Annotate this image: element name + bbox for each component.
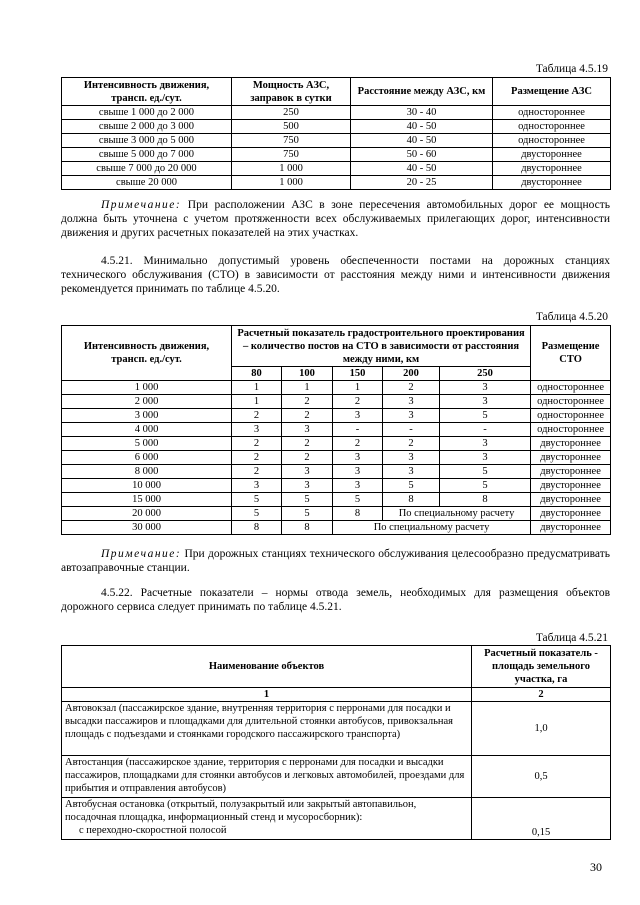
- table-cell: одностороннее: [493, 134, 611, 148]
- distance-header: 250: [440, 367, 531, 381]
- table-cell: -: [440, 423, 531, 437]
- table-cell: 0,5: [472, 756, 611, 798]
- table-cell: 1: [232, 381, 282, 395]
- table-cell: 0,15: [472, 798, 611, 840]
- table-cell: 5: [440, 479, 531, 493]
- table-row: [62, 409, 611, 423]
- table-row: [62, 437, 611, 451]
- table-cell: 40 - 50: [351, 162, 493, 176]
- table-cell: Автовокзал (пассажирское здание, внутренняя территория с перронами для посадки и высадки пассажиров и площадками для длительной стоянки автобусов, привокзальная площадь с подъездами и стоянками городского пассажирского транспорта): [62, 702, 472, 756]
- table-cell: -: [383, 423, 440, 437]
- table-cell: 8: [282, 521, 333, 535]
- distance-header: 150: [333, 367, 383, 381]
- table-cell: двустороннее: [531, 521, 611, 535]
- table-row: [62, 479, 611, 493]
- table-row: [62, 521, 611, 535]
- header-cell: Интенсивность движения, трансп. ед./сут.: [62, 326, 232, 381]
- paragraph-text: 4.5.21. Минимально допустимый уровень обеспеченности постами на дорожных станциях технического обслуживания (СТО) в зависимости от расстояния между ними и интенсивности движения рекомендуется принимать по таблице 4.5.20.: [61, 255, 610, 295]
- table-cell: свыше 7 000 до 20 000: [62, 162, 232, 176]
- table-cell: 750: [232, 148, 351, 162]
- table-cell: двустороннее: [531, 493, 611, 507]
- table-cell: 2: [232, 451, 282, 465]
- table-cell: 3: [440, 437, 531, 451]
- table-cell: -: [333, 423, 383, 437]
- table-cell: 3 000: [62, 409, 232, 423]
- table-row: [62, 148, 611, 162]
- table-row: [62, 465, 611, 479]
- table-cell: одностороннее: [531, 409, 611, 423]
- table-cell: 3: [282, 423, 333, 437]
- table-cell: 40 - 50: [351, 120, 493, 134]
- table-cell: 1,0: [472, 702, 611, 756]
- table-cell: 3: [282, 465, 333, 479]
- table-cell: 2: [282, 451, 333, 465]
- table-cell: 50 - 60: [351, 148, 493, 162]
- table-cell: 20 - 25: [351, 176, 493, 190]
- table-row: [62, 423, 611, 437]
- table-cell: двустороннее: [493, 148, 611, 162]
- table-cell: 1: [282, 381, 333, 395]
- header-cell: Интенсивность движения, трансп. ед./сут.: [62, 78, 232, 106]
- note-label: Примечание:: [101, 548, 182, 560]
- table-cell: 5 000: [62, 437, 232, 451]
- table-cell: свыше 5 000 до 7 000: [62, 148, 232, 162]
- table-cell: 1 000: [62, 381, 232, 395]
- table-cell: 3: [440, 451, 531, 465]
- table-row: [62, 395, 611, 409]
- table-cell: двустороннее: [531, 437, 611, 451]
- table-row: [62, 381, 611, 395]
- table-row: [62, 756, 611, 798]
- distance-header: 100: [282, 367, 333, 381]
- header-cell: Расчетный показатель градостроительного проектирования – количество постов на СТО в зависимости от расстояния между ними, км: [232, 326, 531, 367]
- table-cell: 5: [440, 465, 531, 479]
- table-cell: одностороннее: [493, 120, 611, 134]
- table-cell: 2 000: [62, 395, 232, 409]
- table-cell: одностороннее: [531, 423, 611, 437]
- table-cell: По специальному расчету: [333, 521, 531, 535]
- table-cell: 4 000: [62, 423, 232, 437]
- header-cell: Размещение АЗС: [493, 78, 611, 106]
- header-cell: Расчетный показатель - площадь земельного участка, га: [472, 646, 611, 688]
- distance-header: 200: [383, 367, 440, 381]
- table-cell: 5: [232, 493, 282, 507]
- note-4-5-19: [61, 198, 610, 240]
- table-row: [62, 493, 611, 507]
- table-cell: 1 000: [232, 162, 351, 176]
- table-cell: двустороннее: [531, 465, 611, 479]
- table-cell: 3: [282, 479, 333, 493]
- header-cell: Мощность АЗС, заправок в сутки: [232, 78, 351, 106]
- table-cell: 30 - 40: [351, 106, 493, 120]
- note-label: Примечание:: [101, 199, 182, 211]
- table-cell: 3: [383, 395, 440, 409]
- table-row: [62, 702, 611, 756]
- table-cell: 2: [333, 395, 383, 409]
- column-number: 2: [472, 688, 611, 702]
- table-cell: одностороннее: [493, 106, 611, 120]
- table-cell: 500: [232, 120, 351, 134]
- table-cell: 5: [333, 493, 383, 507]
- table-cell: 5: [232, 507, 282, 521]
- table-cell: свыше 2 000 до 3 000: [62, 120, 232, 134]
- table-cell: 3: [440, 381, 531, 395]
- table-cell: 8: [232, 521, 282, 535]
- table-cell: 20 000: [62, 507, 232, 521]
- table-cell: 3: [232, 423, 282, 437]
- table-cell: [62, 798, 472, 840]
- distance-header: 80: [232, 367, 282, 381]
- table-cell: 6 000: [62, 451, 232, 465]
- table-cell: 5: [383, 479, 440, 493]
- table-cell: 2: [383, 437, 440, 451]
- table-cell: двустороннее: [493, 176, 611, 190]
- table-cell: двустороннее: [531, 451, 611, 465]
- table-row: [62, 798, 611, 840]
- table-cell: 2: [383, 381, 440, 395]
- paragraph-4-5-22: [61, 586, 610, 614]
- header-cell: Размещение СТО: [531, 326, 611, 381]
- table-cell: свыше 3 000 до 5 000: [62, 134, 232, 148]
- table-caption-4-5-19: Таблица 4.5.19: [535, 63, 608, 75]
- table-4-5-19: [61, 77, 611, 190]
- table-cell: свыше 20 000: [62, 176, 232, 190]
- table-cell: 2: [232, 409, 282, 423]
- table-cell: 5: [282, 507, 333, 521]
- table-cell: Автостанция (пассажирское здание, территория с перронами для посадки и высадки пассажиров, площадками для стоянки автобусов и легковых автомобилей, проездами для прибытия и отправления автобусов): [62, 756, 472, 798]
- note-text: При расположении АЗС в зоне пересечения автомобильных дорог ее мощность должна быть уточнена с учетом протяженности всех обслуживаемых прилегающих дорог, интенсивности движения и других расчетных показателей на этих участках.: [61, 199, 611, 239]
- table-cell: 3: [383, 451, 440, 465]
- table-row: [62, 162, 611, 176]
- table-cell: 3: [333, 409, 383, 423]
- table-cell: 3: [440, 395, 531, 409]
- header-cell: Наименование объектов: [62, 646, 472, 688]
- table-caption-4-5-21: Таблица 4.5.21: [535, 632, 608, 644]
- table-cell: 1: [232, 395, 282, 409]
- table-cell: 1 000: [232, 176, 351, 190]
- table-cell: 2: [282, 437, 333, 451]
- table-cell: 8: [383, 493, 440, 507]
- table-cell: 2: [333, 437, 383, 451]
- table-cell: 3: [232, 479, 282, 493]
- table-cell: 5: [440, 409, 531, 423]
- table-cell: двустороннее: [493, 162, 611, 176]
- table-cell: 3: [383, 409, 440, 423]
- table-cell: 750: [232, 134, 351, 148]
- table-cell: 8: [333, 507, 383, 521]
- table-cell: 2: [282, 395, 333, 409]
- table-row: [62, 451, 611, 465]
- table-cell: 15 000: [62, 493, 232, 507]
- table-cell: свыше 1 000 до 2 000: [62, 106, 232, 120]
- table-cell: 3: [333, 465, 383, 479]
- table-4-5-21: [61, 645, 611, 840]
- table-cell: 3: [333, 479, 383, 493]
- table-row: [62, 106, 611, 120]
- table-cell: 250: [232, 106, 351, 120]
- table-cell: 8: [440, 493, 531, 507]
- paragraph-text: 4.5.22. Расчетные показатели – нормы отвода земель, необходимых для размещения объектов дорожного сервиса следует принимать по таблице 4.5.21.: [61, 587, 610, 613]
- table-cell: 1: [333, 381, 383, 395]
- table-cell: двустороннее: [531, 507, 611, 521]
- table-row: [62, 176, 611, 190]
- table-row: [62, 507, 611, 521]
- note-4-5-20: [61, 547, 610, 575]
- table-cell: 40 - 50: [351, 134, 493, 148]
- table-cell: двустороннее: [531, 479, 611, 493]
- table-cell: 30 000: [62, 521, 232, 535]
- table-cell: 8 000: [62, 465, 232, 479]
- header-cell: Расстояние между АЗС, км: [351, 78, 493, 106]
- column-number: 1: [62, 688, 472, 702]
- note-text: При дорожных станциях технического обслуживания целесообразно предусматривать автозаправочные станции.: [61, 548, 611, 574]
- object-subitem: с переходно-скоростной полосой: [79, 825, 227, 836]
- table-cell: 5: [282, 493, 333, 507]
- table-cell: одностороннее: [531, 381, 611, 395]
- table-cell: 10 000: [62, 479, 232, 493]
- table-cell: 3: [383, 465, 440, 479]
- paragraph-4-5-21: [61, 254, 610, 296]
- table-4-5-20: [61, 325, 611, 535]
- object-name: Автобусная остановка (открытый, полузакрытый или закрытый автопавильон, посадочная площадка, информационный стенд и мусоросборник):: [65, 799, 417, 823]
- table-row: [62, 134, 611, 148]
- table-cell: 2: [232, 437, 282, 451]
- table-cell: 2: [282, 409, 333, 423]
- table-cell: 3: [333, 451, 383, 465]
- table-cell: одностороннее: [531, 395, 611, 409]
- page-number: 30: [590, 860, 602, 874]
- table-cell: По специальному расчету: [383, 507, 531, 521]
- table-cell: 2: [232, 465, 282, 479]
- table-caption-4-5-20: Таблица 4.5.20: [535, 311, 608, 323]
- table-row: [62, 120, 611, 134]
